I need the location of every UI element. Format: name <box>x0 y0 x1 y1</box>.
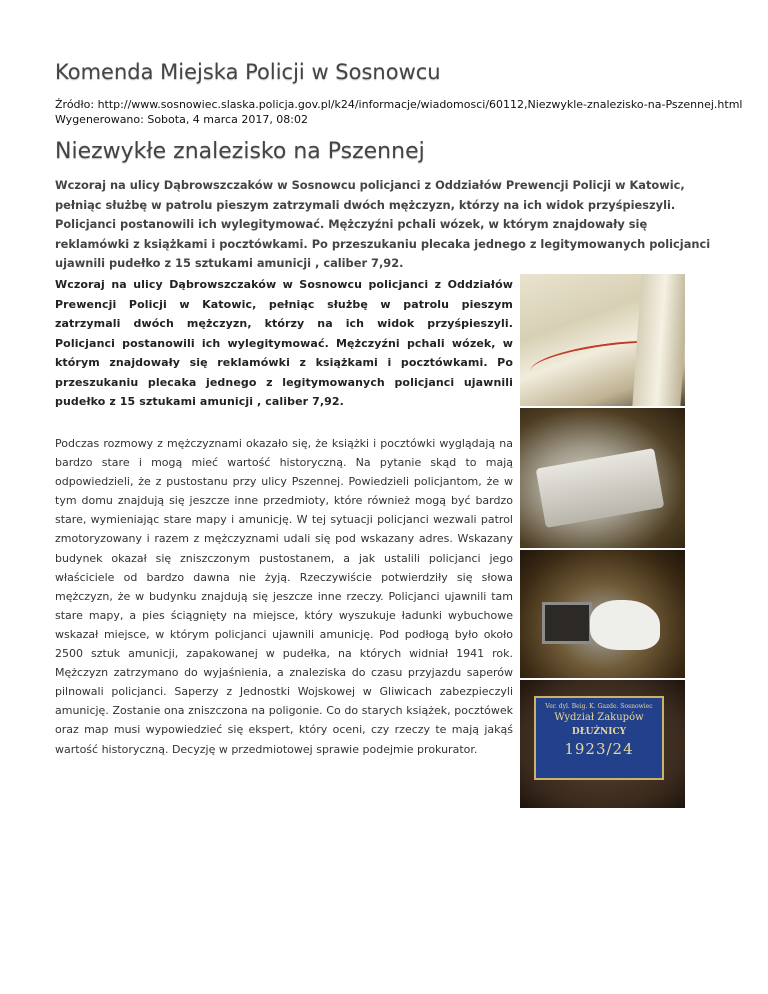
article-body-bold: Wczoraj na ulicy Dąbrowszczaków w Sosnowcu policjanci z Oddziałów Prewencji Policji w Katowic, pełniąc służbę w patrolu pieszym zatrzymali dwóch mężczyzn, którzy na ich widok przyśpieszyli. Policjanci postanowili ich wylegitymować. Mężczyźni pchali wózek, w którym znajdowały się reklamówki z książkami i pocztówkami. Po przeszukaniu plecaka jednego z legitymowanych policjanci ujawnili pudełko z 15 sztukami amunicji , caliber 7,92. <box>55 278 513 408</box>
photo-gallery <box>520 274 685 810</box>
meta-info <box>55 97 742 127</box>
photo-ammo-box <box>520 408 685 548</box>
plate-line-1: Ver. dyl. Beig. K. Gazde. Sosnowiec <box>545 703 653 710</box>
tin-shape <box>542 602 592 644</box>
site-title: Komenda Miejska Policji w Sosnowcu <box>55 60 441 84</box>
book-label-plate <box>534 696 664 780</box>
article-body: Podczas rozmowy z mężczyznami okazało się, że książki i pocztówki wyglądają na bardzo stare i mogą mieć wartość historyczną. Na pytanie skąd to mają odpowiedzieli, że z pustostanu przy ulicy Pszennej. Powiedzieli policjantom, że w tym domu znajdują się jeszcze inne przedmioty, które również mogą być bardzo stare, wymieniając stare mapy i amunicję. W tej sytuacji policjanci wezwali patrol zmotoryzowany i razem z mężczyznami udali się pod wskazany adres. Wskazany budynek okazał się zniszczonym pustostanem, a jak ustalili policjanci jego właściciele od bardzo dawna nie żyją. Rzeczywiście potwierdziły się słowa mężczyzn, że w budynku znajdują się jeszcze inne rzeczy. Policjanci ujawnili tam stare mapy, a pies ściągnięty na miejsce, który wyszukuje ładunki wybuchowe wskazał miejsce, w którym policjanci ujawnili amunicję. Pod podłogą było około 2500 sztuk amunicji, zapakowanej w pudełka, na których widniał 1941 rok. Mężczyzn zatrzymano do wyjaśnienia, a znaleziska do czasu przyjazdu saperów pilnowali policjanci. Saperzy z Jednostki Wojskowej w Gliwicach zabezpieczyli amunicję. Zostanie ona zniszczona na poligonie. Co do starych książek, pocztówek oraz map musi wypowiedzieć się ekspert, który oceni, czy rzeczy te mają jakąś wartość historyczną. Decyzję w przedmiotowej sprawie podejmie prokurator. <box>55 437 513 756</box>
bag-shape <box>590 600 660 650</box>
article-lead: Wczoraj na ulicy Dąbrowszczaków w Sosnowcu policjanci z Oddziałów Prewencji Policji w Katowic, pełniąc służbę w patrolu pieszym zatrzymali dwóch mężczyzn, którzy na ich widok przyśpieszyli. Policjanci postanowili ich wylegitymować. Mężczyźni pchali wózek, w którym znajdowały się reklamówki z książkami i pocztówkami. Po przeszukaniu plecaka jednego z legitymowanych policjanci ujawnili pudełko z 15 sztukami amunicji , caliber 7,92. <box>55 178 711 270</box>
plate-line-2: Wydział Zakupów <box>554 712 644 723</box>
photo-book-label <box>520 680 685 808</box>
plate-line-3: DŁUŻNICY <box>571 727 627 737</box>
source-url[interactable]: Źródło: http://www.sosnowiec.slaska.policja.gov.pl/k24/informacje/wiadomosci/60112,Niezwykle-znalezisko-na-Pszennej.html <box>55 98 743 111</box>
generated-date: Wygenerowano: Sobota, 4 marca 2017, 08:02 <box>55 113 309 126</box>
map-roll <box>632 274 685 406</box>
article-title: Niezwykłe znalezisko na Pszennej <box>55 139 425 164</box>
photo-cart-items <box>520 550 685 678</box>
ammo-box-shape <box>536 448 665 528</box>
photo-old-map <box>520 274 685 406</box>
plate-line-4: 1923/24 <box>564 740 634 758</box>
